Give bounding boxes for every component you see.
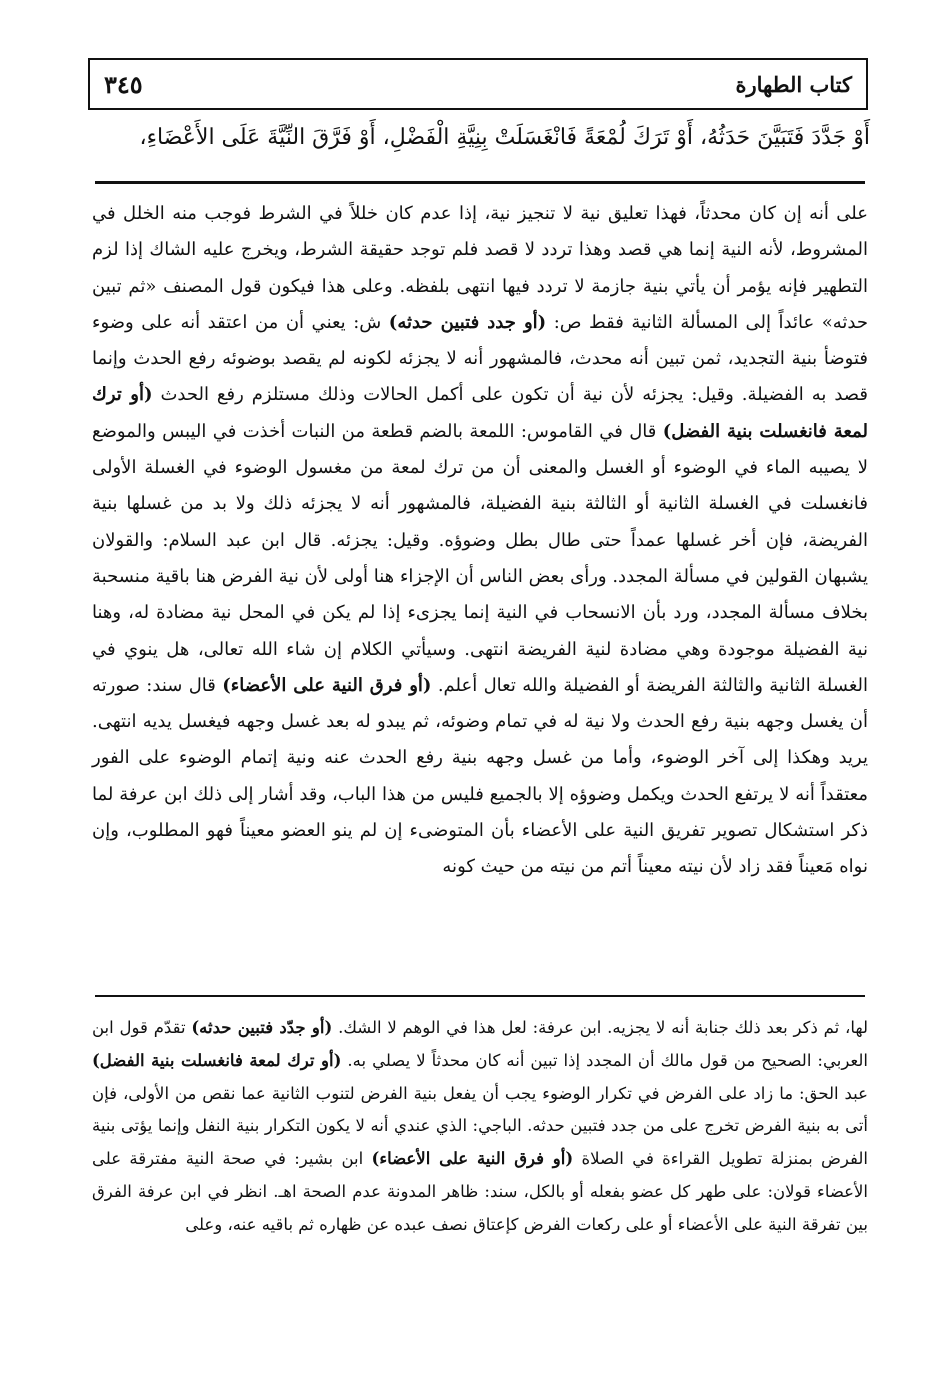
commentary (92, 196, 868, 886)
page-number: ٣٤٥ (104, 69, 143, 99)
page-header (88, 58, 868, 110)
matn-quote: (أو جدد فتبين حدثه) (388, 311, 547, 333)
footnote-text: لها، ثم ذكر بعد ذلك جنابة أنه لا يجزيه. ابن عرفة: لعل هذا في الوهم لا الشك. (338, 1018, 868, 1037)
footnotes (92, 1012, 868, 1242)
commentary-text: قال سند: صورته أن يغسل وجهه بنية رفع الحدث ولا نية له في تمام وضوئه، ثم يبدو له بعد غسل وجهه فيغسل يديه انتهى. يريد وهكذا إلى آخر الوضوء، وأما من غسل وجهه بنية رفع الحدث عنه ونية إتمام الوضوء على الفور معتقداً أنه لا يرتفع الحدث ويكمل وضوؤه إلا بالجميع فليس من هذا الباب، وقد أشار إلى ذلك ابن عرفة لما ذكر استشكال تصوير تفريق النية على الأعضاء بأن المتوضىء إن لم ينو العضو معيناً فهو المطلوب، وإن نواه مَعيناً فقد زاد لأن نيته معيناً أتم من نيته من حيث كونه (92, 674, 868, 878)
footnote-text: ابن بشير: في صحة النية مفترقة على الأعضاء قولان: على طهر كل عضو بفعله أو بالكل، سند: ظاهر المدونة عدم الصحة اهـ. انظر في ابن عرفة الفرق بين تفرقة النية على الأعضاء أو على ركعات الفرض كإعتاق نصف عبده عن ظهاره ثم باقيه عنه، وعلى (92, 1149, 868, 1234)
matn-quote: (أو ترك لمعة فانغسلت بنية الفضل) (92, 384, 868, 442)
matn-quote: (أو فرق النية على الأعضاء) (222, 674, 432, 696)
footnote-text: تقدّم قول ابن العربي: الصحيح من قول مالك أن المجدد إذا تبين أنه كان محدثاً لا يصلي به. (92, 1018, 868, 1070)
commentary-text: ش: يعني أن من اعتقد أنه على وضوء فتوضأ بنية التجديد، ثمن تبين أنه محدث، فالمشهور أنه لا يجزئه لكونه لم يقصد بوضوئه رفع الحدث وإنما قصد به الفضيلة. وقيل: يجزئه لأن نية أن تكون على أكمل الحالات وذلك مستلزم رفع الحدث (92, 311, 868, 406)
commentary-text: على أنه إن كان محدثاً، فهذا تعليق نية لا تنجيز نية، إذا عدم كان خللاً في الشرط فوجب منه الخلل في المشروط، لأنه النية إنما هي قصد وهذا تردد لا قصد فلم توجد حقيقة الشرط، ويخرج عليه الشاك إذا لزم التطهير فإنه يؤمر أن يأتي بنية جازمة لا تردد فيها انتهى بلفظه. وعلى هذا فيكون قول المصنف «ثم تبين حدثه» عائداً إلى المسألة الثانية فقط ص: (92, 203, 868, 333)
footnote-text: عبد الحق: ما زاد على الفرض في تكرار الوضوء يجب أن يفعل بنية الفرض لتنوب الثانية عما نقص من الأولى، فإن أتى به بنية الفرض تخرج على من جدد فتبين حدثه. الباجي: الذي عندي أنه لا يكون التكرار بنية النفل وإنما يؤتى بنية الفرض بمنزلة تطويل القراءة في الصلاة (92, 1083, 868, 1169)
matn-text: أَوْ جَدَّدَ فَتَبَيَّنَ حَدَثُهُ، أَوْ تَرَكَ لُمْعَةً فَانْغَسَلَتْ بِنِيَّةِ الْفَضْلِ، أَوْ فَرَّقَ النِّيَّةَ عَلَى الأَعْضَاءِ، (139, 125, 870, 150)
commentary-text: قال في القاموس: اللمعة بالضم قطعة من النبات أخذت في اليبس والموضع لا يصيبه الماء في الوضوء أو الغسل والمعنى أن من ترك لمعة من مغسول الوضوء في الغسلة الأولى فانغسلت في الغسلة الثانية أو الثالثة بنية الفضيلة، فالمشهور أنه لا يجزئه ذلك ولا بد من غسلها بنية الفريضة، فإن أخر غسلها عمداً حتى طال بطل وضوؤه. وقيل: يجزئه. قال ابن عبد السلام: والقولان يشبهان القولين في مسألة المجدد. ورأى بعض الناس أن الإجزاء هنا أولى لأن نية الفرض هنا باقية منسحبة بخلاف مسألة المجدد، ورد بأن الانسحاب في النية إنما يجزىء إذا لم يكن في المحل نية مضادة له، وهنا نية الفضيلة موجودة وهي مضادة لنية الفريضة انتهى. وسيأتي الكلام إن شاء الله تعالى، هل ينوي في الغسلة الثانية والثالثة الفريضة أو الفضيلة والله تعال أعلم. (92, 420, 868, 696)
footnote-quote: (أو فرق النية على الأعضاء) (371, 1149, 574, 1169)
footnote-quote: (أو ترك لمعة فانغسلت بنية الفضل) (92, 1050, 342, 1070)
book-title: كتاب الطهارة (735, 71, 852, 97)
divider-top (95, 181, 865, 184)
divider-footnotes (95, 995, 865, 997)
footnote-quote: (أو جدّد فتبين حدثه) (191, 1018, 333, 1037)
